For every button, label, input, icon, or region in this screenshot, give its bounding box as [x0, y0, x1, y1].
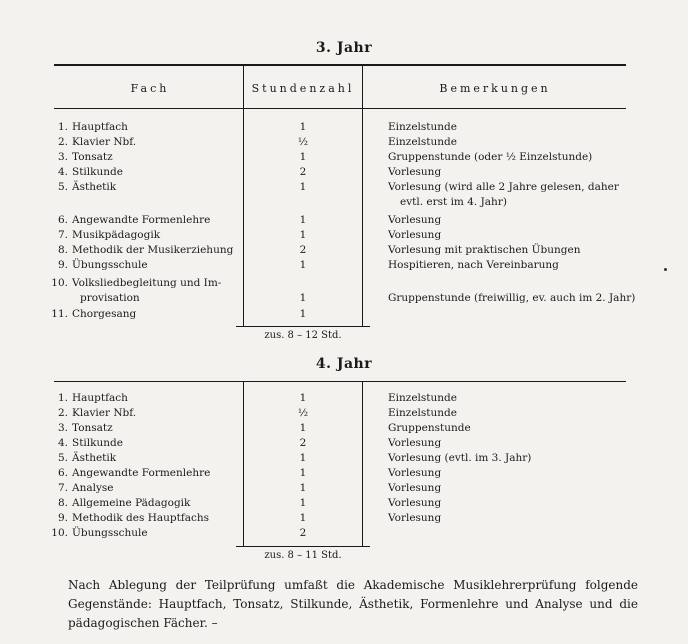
table-row: 6. Angewandte Formenlehre 1 Vorlesung	[57, 467, 442, 479]
year3-sum: zus. 8 – 12 Std.	[264, 330, 342, 341]
table-row: 2. Klavier Nbf. ½ Einzelstunde	[57, 407, 457, 419]
table-row: 5. Ästhetik 1 Vorlesung (evtl. im 3. Jahr)	[57, 452, 532, 464]
header-bemerkungen: Bemerkungen	[439, 82, 551, 95]
table-row: 7. Analyse 1 Vorlesung	[57, 482, 442, 494]
table-row: 11. Chorgesang 1	[51, 308, 307, 320]
table-row: 8. Methodik der Musikerziehung 2 Vorlesung mit praktischen Übungen	[57, 244, 581, 256]
year3-sum-rule	[236, 326, 370, 327]
table-row-continuation: provisation 1 Gruppenstunde (freiwillig, ev. auch im 2. Jahr)	[80, 292, 636, 304]
table-row: 8. Allgemeine Pädagogik 1 Vorlesung	[57, 497, 442, 509]
year4-sum: zus. 8 – 11 Std.	[264, 550, 342, 561]
table-row: 10. Übungsschule 2	[51, 527, 307, 539]
table-row: 6. Angewandte Formenlehre 1 Vorlesung	[57, 214, 442, 226]
table-row: 3. Tonsatz 1 Gruppenstunde	[57, 422, 471, 434]
table-row: 9. Übungsschule 1 Hospitieren, nach Vereinbarung	[57, 259, 559, 271]
scan-speck	[664, 268, 667, 271]
year4-title: 4. Jahr	[315, 356, 373, 372]
table-row: 3. Tonsatz 1 Gruppenstunde (oder ½ Einzelstunde)	[57, 151, 593, 163]
table-row: 4. Stilkunde 2 Vorlesung	[57, 166, 442, 178]
year3-header-rule	[54, 108, 626, 109]
footer-paragraph: Nach Ablegung der Teilprüfung umfaßt die Akademische Musiklehrerprüfung folgende Gegenstände: Hauptfach, Tonsatz, Stilkunde, Ästhetik, Formenlehre und Analyse und die pädagogischen Fächer. –	[68, 578, 638, 630]
header-fach: Fach	[130, 82, 170, 95]
year4-top-rule	[54, 381, 626, 382]
year3-title: 3. Jahr	[315, 40, 373, 56]
table-row: 1. Hauptfach 1 Einzelstunde	[57, 392, 457, 404]
table-row: 1. Hauptfach 1 Einzelstunde	[57, 121, 457, 133]
year3-top-rule	[54, 64, 626, 66]
table-row: 7. Musikpädagogik 1 Vorlesung	[57, 229, 442, 241]
table-row: 5. Ästhetik 1 Vorlesung (wird alle 2 Jahre gelesen, daher	[57, 181, 619, 193]
table-row: 9. Methodik des Hauptfachs 1 Vorlesung	[57, 512, 442, 524]
table-row: 10. Volksliedbegleitung und Im-	[51, 277, 222, 289]
table-row: 4. Stilkunde 2 Vorlesung	[57, 437, 442, 449]
table-row: 2. Klavier Nbf. ½ Einzelstunde	[57, 136, 457, 148]
year4-sum-rule	[236, 546, 370, 547]
table-row-continuation: evtl. erst im 4. Jahr)	[400, 196, 507, 208]
header-stundenzahl: Stundenzahl	[251, 82, 355, 95]
